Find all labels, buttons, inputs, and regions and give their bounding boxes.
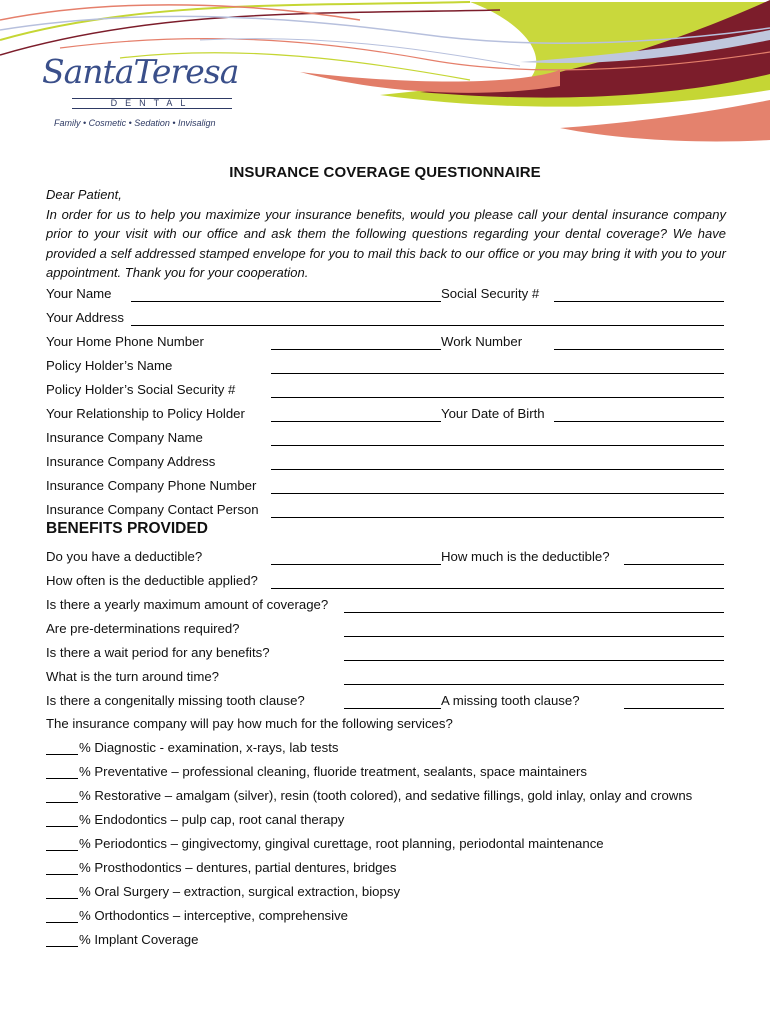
field-your-name[interactable] (131, 301, 441, 302)
service-label: % Implant Coverage (79, 932, 199, 947)
field-date-of-birth[interactable] (554, 421, 724, 422)
row-missing-tooth (46, 691, 726, 713)
service-label: % Orthodontics – interceptive, comprehensive (79, 908, 349, 923)
row-ins-company-address (46, 452, 726, 474)
row-yearly-max (46, 595, 726, 617)
row-ins-company-contact (46, 500, 726, 522)
row-services-intro (46, 714, 726, 736)
label-work-number: Work Number (441, 334, 523, 349)
label-deductible: Do you have a deductible? (46, 549, 203, 564)
label-wait-period: Is there a wait period for any benefits? (46, 645, 270, 660)
label-deductible-amount: How much is the deductible? (441, 549, 610, 564)
service-label: % Oral Surgery – extraction, surgical extraction, biopsy (79, 884, 401, 899)
label-relationship: Your Relationship to Policy Holder (46, 406, 245, 421)
field-turnaround[interactable] (344, 684, 724, 685)
field-deductible-amount[interactable] (624, 564, 724, 565)
label-ins-company-name: Insurance Company Name (46, 430, 203, 445)
field-work-number[interactable] (554, 349, 724, 350)
service-label: % Preventative – professional cleaning, fluoride treatment, sealants, space maintainers (79, 764, 587, 779)
field-policy-holder-ssn[interactable] (271, 397, 724, 398)
label-missing-tooth-congenital: Is there a congenitally missing tooth clause? (46, 693, 305, 708)
label-policy-holder-name: Policy Holder’s Name (46, 358, 173, 373)
field-ins-company-name[interactable] (271, 445, 724, 446)
field-percent-diagnostic[interactable] (46, 754, 78, 755)
service-label: % Endodontics – pulp cap, root canal therapy (79, 812, 345, 827)
label-ins-company-address: Insurance Company Address (46, 454, 216, 469)
label-predeterminations: Are pre-determinations required? (46, 621, 240, 636)
label-policy-holder-ssn: Policy Holder’s Social Security # (46, 382, 236, 397)
label-home-phone: Your Home Phone Number (46, 334, 204, 349)
section-heading-benefits: BENEFITS PROVIDED (46, 520, 208, 537)
service-item-restorative (46, 786, 726, 808)
field-percent-preventative[interactable] (46, 778, 78, 779)
field-relationship[interactable] (271, 421, 441, 422)
field-deductible-frequency[interactable] (271, 588, 724, 589)
service-item-endodontics (46, 810, 726, 832)
field-missing-tooth-congenital[interactable] (344, 708, 441, 709)
label-your-address: Your Address (46, 310, 124, 325)
field-ins-company-address[interactable] (271, 469, 724, 470)
field-deductible[interactable] (271, 564, 441, 565)
field-your-address[interactable] (131, 325, 724, 326)
row-deductible-frequency (46, 571, 726, 593)
row-ins-company-phone (46, 476, 726, 498)
row-wait-period (46, 643, 726, 665)
label-deductible-frequency: How often is the deductible applied? (46, 573, 258, 588)
service-item-preventative (46, 762, 726, 784)
label-yearly-max: Is there a yearly maximum amount of coverage? (46, 597, 329, 612)
field-ins-company-phone[interactable] (271, 493, 724, 494)
service-label: % Periodontics – gingivectomy, gingival curettage, root planning, periodontal maintenance (79, 836, 604, 851)
field-percent-endodontics[interactable] (46, 826, 78, 827)
intro-body: In order for us to help you maximize your insurance benefits, would you please call your dental insurance company prior to your visit with our office and ask them the following questions regarding your dental coverage? We have provided a self addressed stamped envelope for you to mail this back to our office or you may bring it with you to your appointment. Thank you for your cooperation. (46, 206, 726, 280)
field-percent-prosthodontics[interactable] (46, 874, 78, 875)
label-social-security: Social Security # (441, 286, 540, 301)
service-item-periodontics (46, 834, 726, 856)
label-turnaround: What is the turn around time? (46, 669, 219, 684)
field-percent-oral-surgery[interactable] (46, 898, 78, 899)
service-item-orthodontics (46, 906, 726, 928)
service-item-diagnostic (46, 738, 726, 760)
label-ins-company-contact: Insurance Company Contact Person (46, 502, 259, 517)
row-name-ssn (46, 284, 726, 306)
intro-letter (46, 185, 726, 283)
service-label: % Prosthodontics – dentures, partial dentures, bridges (79, 860, 397, 875)
service-item-implant (46, 930, 726, 952)
row-predeterminations (46, 619, 726, 641)
row-policy-holder-ssn (46, 380, 726, 402)
field-home-phone[interactable] (271, 349, 441, 350)
row-deductible (46, 547, 726, 569)
field-ins-company-contact[interactable] (271, 517, 724, 518)
field-predeterminations[interactable] (344, 636, 724, 637)
row-turnaround (46, 667, 726, 689)
page-title: INSURANCE COVERAGE QUESTIONNAIRE (229, 164, 541, 181)
row-relationship-dob (46, 404, 726, 426)
service-item-prosthodontics (46, 858, 726, 880)
label-services-intro: The insurance company will pay how much for the following services? (46, 716, 453, 731)
field-percent-orthodontics[interactable] (46, 922, 78, 923)
label-your-name: Your Name (46, 286, 112, 301)
santa-teresa-logo (42, 52, 242, 134)
service-item-oral-surgery (46, 882, 726, 904)
field-percent-restorative[interactable] (46, 802, 78, 803)
row-address (46, 308, 726, 330)
row-phone (46, 332, 726, 354)
field-wait-period[interactable] (344, 660, 724, 661)
logo-subtitle: DENTAL (72, 98, 232, 109)
field-social-security[interactable] (554, 301, 724, 302)
intro-greeting: Dear Patient, (46, 187, 122, 202)
field-percent-periodontics[interactable] (46, 850, 78, 851)
field-missing-tooth[interactable] (624, 708, 724, 709)
field-percent-implant[interactable] (46, 946, 78, 947)
row-policy-holder-name (46, 356, 726, 378)
field-policy-holder-name[interactable] (271, 373, 724, 374)
row-ins-company-name (46, 428, 726, 450)
logo-tagline: Family • Cosmetic • Sedation • Invisalign (54, 118, 216, 128)
service-label: % Diagnostic - examination, x-rays, lab tests (79, 740, 339, 755)
field-yearly-max[interactable] (344, 612, 724, 613)
service-label: % Restorative – amalgam (silver), resin (tooth colored), and sedative fillings, gold inlay, onlay and crowns (79, 788, 693, 803)
label-ins-company-phone: Insurance Company Phone Number (46, 478, 257, 493)
label-date-of-birth: Your Date of Birth (441, 406, 545, 421)
label-missing-tooth: A missing tooth clause? (441, 693, 580, 708)
logo-wordmark: SantaTeresa (42, 52, 239, 91)
